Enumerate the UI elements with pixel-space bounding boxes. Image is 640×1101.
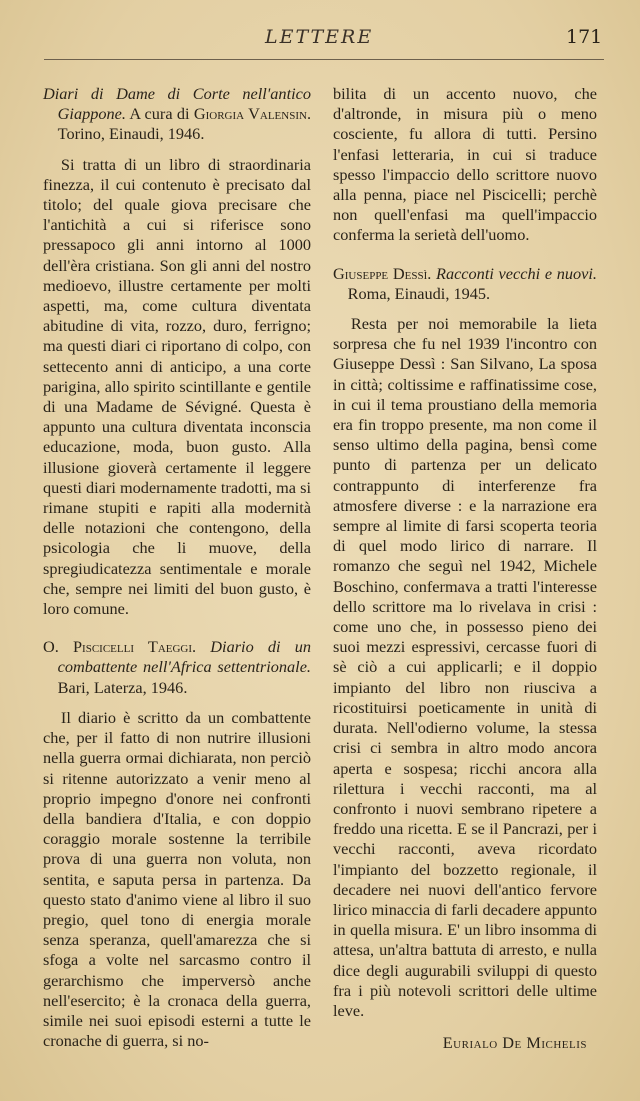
review-details: Roma, Einaudi, 1945. <box>347 283 491 303</box>
review-title: Diari di Dame di Corte nell'antico Giappone. <box>43 84 311 124</box>
spacer <box>333 246 597 264</box>
right-column <box>333 84 597 1053</box>
page-header <box>0 24 640 54</box>
left-column <box>43 84 311 1051</box>
review-editor: Giorgia Valensin <box>193 104 307 124</box>
review-heading: O. Piscicelli Taeggi. Diario di un combattente nell'Africa settentrionale. Bari, Laterza, 1946. <box>43 637 311 697</box>
review-author: Giuseppe Dessì <box>333 263 428 283</box>
review-details: A cura di <box>129 104 194 124</box>
review-details: Bari, Laterza, 1946. <box>57 677 188 697</box>
review-author-initial: O. <box>43 637 73 657</box>
review-author: Piscicelli Taeggi <box>73 637 193 657</box>
review-text: Il diario è scritto da un combattente che, per il fatto di non nutrire illusioni nella guerra ormai dichiarata, non perciò si ritenne autorizzato a venir meno al proprio impegno d'onore nei confronti della bandiera d'Italia, e con doppio coraggio morale sostenne la terribile prova di una guerra non voluta, non sentita, e saputa persa in partenza. Da questo stato d'animo viene al libro il suo pregio, quel tono di energia morale senza speranza, quell'amarezza che si sfoga a volte nel sarcasmo contro il gerarchismo che imperversò anche nell'esercito; è la cronaca della guerra, simile nei suoi episodi esterni a tutte le cronache di guerra, si no- <box>43 707 311 1051</box>
signature: Eurialo De Michelis <box>442 1033 587 1053</box>
header-rule <box>44 59 604 60</box>
review-text: Resta per noi memorabile la lieta sorpresa che fu nel 1939 l'incontro con Giuseppe Dessì : San Silvano, La sposa in città; coltissime e raffinatissime cose, in cui il tema proustiano della memoria era fin troppo presente, ma non come il senso ultimo della pagina, bensì come punto di partenza per un delicato contrappunto di interferenze fra atmosfere diverse : e la narrazione era sempre al limite di farsi scoperta teoria di quel modo lirico di narrare. Il romanzo che seguì nel 1942, Michele Boschino, confermava a tratti l'interesse dello scrittore ma lo rivelava in crisi : come uno che, in possesso pieno dei suoi mezzi espressivi, cercasse fuori di sè ciò a cui applicarli; e il doppio impianto del libro non riusciva a ricostituirsi poeticamente in unità di durata. Nell'odierno volume, la stessa crisi ci sembra in altro modo ancora aperta e sospesa; ricchi ancora alla rilettura i vecchi racconti, ma al confronto i nuovi sembrano ripetere a freddo una ricetta. E se il Pancrazi, per i vecchi racconti, aveva ricordato l'impianto del bozzetto regionale, il decadere nei nuovi dell'antico fervore lirico minaccia di farli decadere appunto in quella misura. E' un libro insomma di attesa, un'altra battuta di arresto, e nulla dice degli augurabili sviluppi di questo fra i più notevoli scrittori delle ultime leve. <box>333 314 597 1020</box>
review-text: Si tratta di un libro di straordinaria finezza, il cui contenuto è precisato dal titolo; del quale giova precisare che l'antichità a cui si riferisce sono pressapoco gli anni intorno al 1000 dell'èra cristiana. Son gli anni del nostro medioevo, illustre certamente per molti aspetti, ma, come cultura diventata abitudine di vita, rozzo, duro, ferrigno; ma questi diari ci riportano di colpo, con settecento anni di anticipo, a una corte parigina, allo spirito scintillante e gentile di una Madame de Sévigné. Questa è appunto una cultura diventata inconscia educazione, moda, buon gusto. Alla illusione gioverà certamente il leggere questi diari modernamente tradotti, ma si rimane stupiti e rapiti alla modernità delle notazioni che contengono, della psicologia che li muove, della spregiudicatezza sentimentale e morale che, sempre nei limiti del buon gusto, è loro comune. <box>43 154 311 619</box>
review-heading: Giuseppe Dessì. Racconti vecchi e nuovi. Roma, Einaudi, 1945. <box>333 263 597 303</box>
review-title: Racconti vecchi e nuovi. <box>436 263 597 283</box>
running-head: LETTERE <box>265 26 374 48</box>
review-text-continued: bilita di un accento nuovo, che d'altronde, in misura più o meno cosciente, fu allora di tutti. Persino l'enfasi letteraria, in cui si traduce spesso l'impaccio dello scrittore nuovo alla penna, piace nel Piscicelli; perchè non quell'enfasi ma quell'impaccio conferma la serietà dell'uomo. <box>333 84 597 245</box>
review-details: . Torino, Einaudi, 1946. <box>57 104 312 144</box>
spacer <box>43 619 311 637</box>
review-title: Diario di un combattente nell'Africa settentrionale. <box>57 637 311 677</box>
review-heading <box>43 84 311 145</box>
page-number: 171 <box>566 26 603 48</box>
